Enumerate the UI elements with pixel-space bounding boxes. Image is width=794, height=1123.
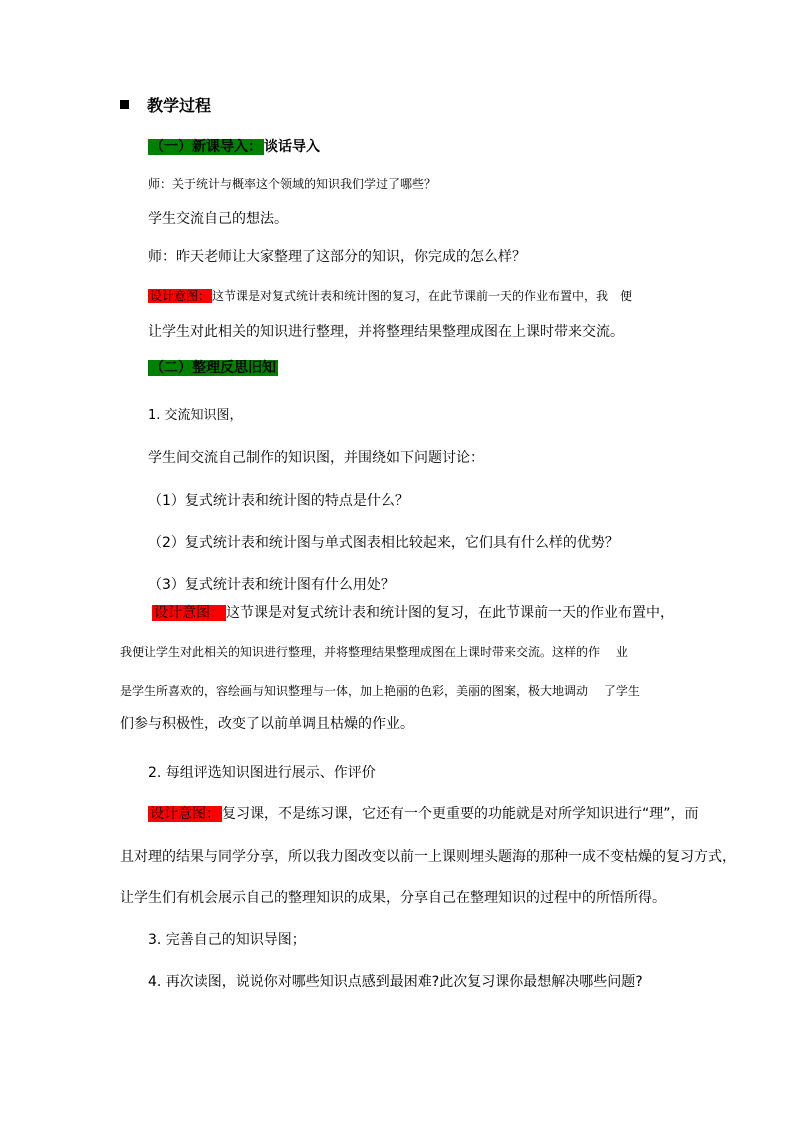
design-intent-text: 这节课是对复式统计表和统计图的复习，在此节课前一天的作业布置中，我 便 xyxy=(212,289,633,303)
part1-heading-label: （一）新课导入： xyxy=(150,139,262,155)
design-intent-line xyxy=(152,603,674,623)
list-item: 3. 完善自己的知识导图； xyxy=(148,932,306,948)
design-intent-text: 复习课，不是练习课，它还有一个更重要的功能就是对所学知识进行“理”，而 xyxy=(222,806,699,822)
paragraph: 是学生所喜欢的，容绘画与知识整理与一体，加上艳丽的色彩，美丽的图案，极大地调动 了学生 xyxy=(120,684,640,698)
paragraph: 学生交流自己的想法。 xyxy=(148,211,288,227)
design-intent-line xyxy=(148,804,699,824)
paragraph: 师：关于统计与概率这个领域的知识我们学过了哪些？ xyxy=(148,177,437,191)
square-bullet-icon xyxy=(120,100,129,109)
design-intent-text: 这节课是对复式统计表和统计图的复习，在此节课前一天的作业布置中， xyxy=(226,605,674,621)
paragraph: 让学生对此相关的知识进行整理，并将整理结果整理成图在上课时带来交流。 xyxy=(148,324,624,340)
paragraph: 师：昨天老师让大家整理了这部分的知识，你完成的怎么样？ xyxy=(148,249,526,265)
section-heading xyxy=(120,96,211,116)
part1-heading xyxy=(148,137,320,157)
design-intent-label: 设计意图： xyxy=(154,605,224,621)
design-intent-label: 设计意图： xyxy=(150,289,211,303)
part2-heading xyxy=(148,358,278,378)
list-item: （2）复式统计表和统计图与单式图表相比较起来，它们具有什么样的优势？ xyxy=(148,535,619,551)
list-item: （3）复式统计表和统计图有什么用处？ xyxy=(148,577,395,593)
list-item: （1）复式统计表和统计图的特点是什么？ xyxy=(148,493,409,509)
paragraph: 且对理的结果与同学分享，所以我力图改变以前一上课则埋头题海的那种一成不变枯燥的复习方式， xyxy=(120,849,736,865)
list-item: 1. 交流知识图， xyxy=(148,408,243,423)
list-item: 4. 再次读图，说说你对哪些知识点感到最困难?此次复习课你最想解决哪些问题? xyxy=(148,974,643,990)
paragraph: 让学生们有机会展示自己的整理知识的成果，分享自己在整理知识的过程中的所悟所得。 xyxy=(120,890,666,906)
design-intent-label: 设计意图： xyxy=(150,806,220,822)
part1-heading-suffix: 谈话导入 xyxy=(264,139,320,155)
paragraph: 我便让学生对此相关的知识进行整理，并将整理结果整理成图在上课时带来交流。这样的作 业 xyxy=(120,645,628,659)
design-intent-line xyxy=(148,286,632,306)
paragraph: 学生间交流自己制作的知识图，并围绕如下问题讨论： xyxy=(148,450,484,466)
list-item: 2. 每组评选知识图进行展示、作评价 xyxy=(148,765,376,781)
section-title-text: 教学过程 xyxy=(147,96,212,115)
part2-heading-label: （二）整理反思旧知 xyxy=(150,360,276,376)
paragraph: 们参与积极性，改变了以前单调且枯燥的作业。 xyxy=(120,716,414,732)
